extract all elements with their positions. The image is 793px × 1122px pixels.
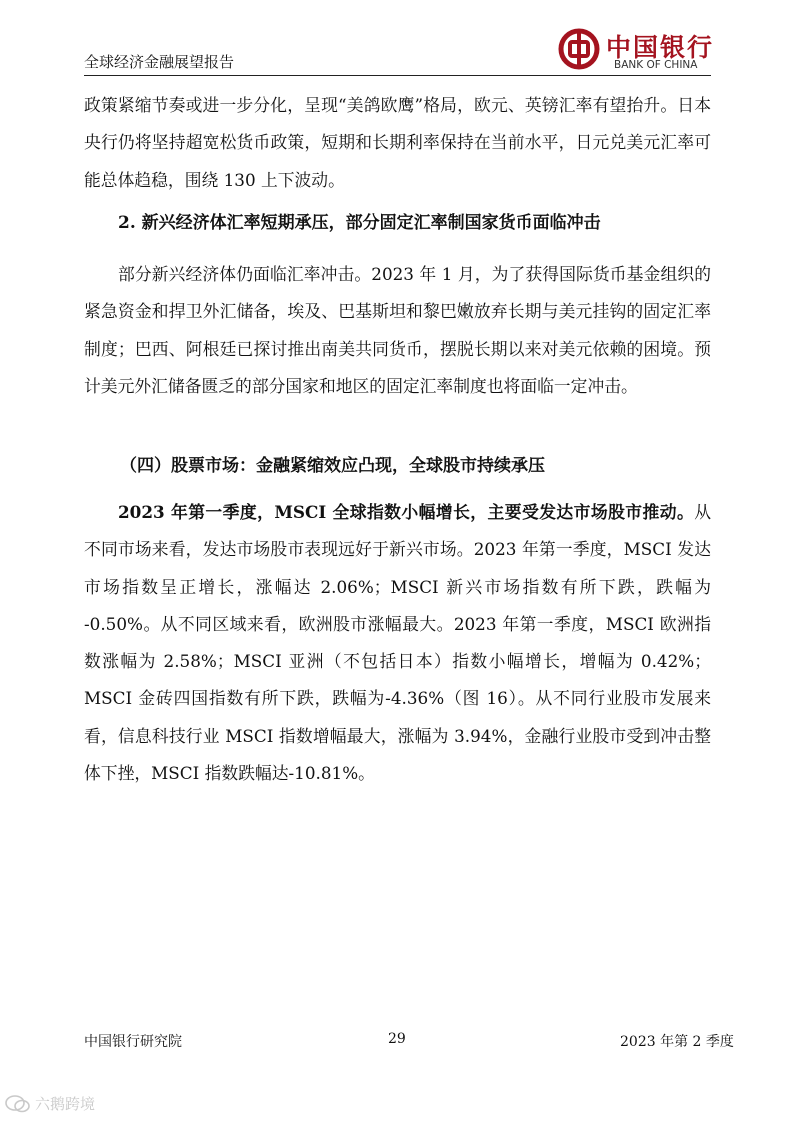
watermark <box>5 1091 115 1121</box>
footer-quarter: 2023 年第 2 季度 <box>620 1034 734 1050</box>
section-heading-stock-market: （四）股票市场：金融紧缩效应凸现，全球股市持续承压 <box>120 456 545 476</box>
paragraph-stock-market <box>84 494 711 792</box>
paragraph-emerging-fx: 部分新兴经济体仍面临汇率冲击。2023 年 1 月，为了获得国际货币基金组织的紧急资金和捍卫外汇储备，埃及、巴基斯坦和黎巴嫩放弃长期与美元挂钩的固定汇率制度；巴西、阿根廷已探讨推出南美共同货币，摆脱长期以来对美元依赖的困境。预计美元外汇储备匮乏的部分国家和地区的固定汇率制度也将面临一定冲击。 <box>84 264 711 396</box>
paragraph-lead-sentence: 2023 年第一季度，MSCI 全球指数小幅增长，主要受发达市场股市推动。 <box>118 502 695 522</box>
logo-chinese-name: 中国银行 <box>606 33 715 62</box>
footer-institute: 中国银行研究院 <box>84 1034 182 1050</box>
logo-english-name: BANK OF CHINA <box>614 59 698 71</box>
report-title: 全球经济金融展望报告 <box>84 53 235 71</box>
watermark-text: 六鹅跨境 <box>35 1095 96 1113</box>
header-divider <box>84 75 711 76</box>
wechat-style-icon <box>5 1094 31 1114</box>
paragraph-body-text: 从不同市场来看，发达市场股市表现远好于新兴市场。2023 年第一季度，MSCI 发达市场指数呈正增长，涨幅达 2.06%；MSCI 新兴市场指数有所下跌，跌幅为 -0.50%。从不同区域来看，欧洲股市涨幅最大。2023 年第一季度，MSCI 欧洲指数涨幅为 2.58%；MSCI 亚洲（不包括日本）指数小幅增长，增幅为 0.42%；MSCI 金砖四国指数有所下跌，跌幅为-4.36%（图 16）。从不同行业股市发展来看，信息科技行业 MSCI 指数增幅最大，涨幅为 3.94%，金融行业股市受到冲击整体下挫，MSCI 指数跌幅达-10.81%。 <box>84 502 711 784</box>
bank-of-china-logo <box>558 28 715 72</box>
section-heading-emerging-fx: 2. 新兴经济体汇率短期承压，部分固定汇率制国家货币面临冲击 <box>118 213 601 233</box>
page-number: 29 <box>388 1031 406 1047</box>
paragraph-exchange-rate-developed: 政策紧缩节奏或进一步分化，呈现“美鸽欧鹰”格局，欧元、英镑汇率有望抬升。日本央行仍将坚持超宽松货币政策，短期和长期利率保持在当前水平，日元兑美元汇率可能总体趋稳，围绕 130 上下波动。 <box>84 95 711 190</box>
boc-emblem-icon <box>558 28 600 70</box>
